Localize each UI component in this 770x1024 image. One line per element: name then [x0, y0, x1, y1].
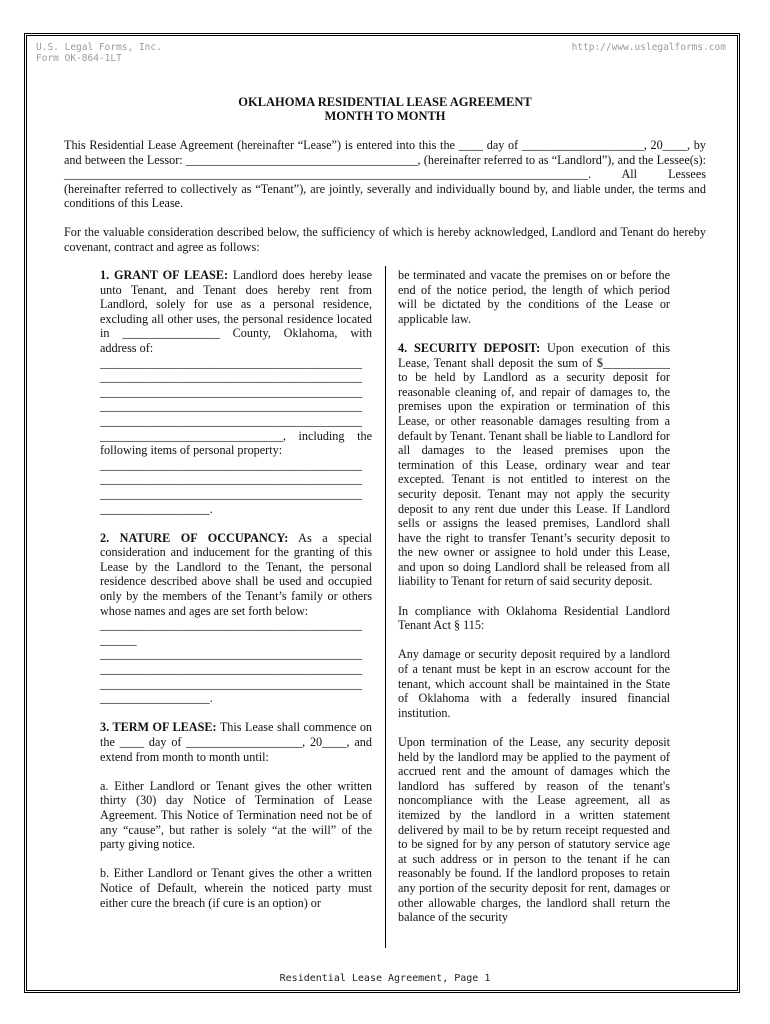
address-blank-line: ___________________________________________ [100, 384, 363, 399]
section-nature-of-occupancy [100, 531, 372, 619]
column-divider [385, 266, 386, 948]
property-blank-line: ___________________________________________ [100, 486, 363, 501]
consideration-paragraph: For the valuable consideration described below, the sufficiency of which is hereby acknowledged, Landlord and Tenant do hereby covenant, contract and agree as follows: [64, 224, 706, 254]
section-heading: 2. NATURE OF OCCUPANCY: [100, 530, 289, 545]
section-heading: 3. TERM OF LEASE: [100, 720, 217, 735]
section-heading: 1. GRANT OF LEASE: [100, 268, 229, 282]
form-id: Form OK-864-1LT [36, 53, 122, 64]
page-footer: Residential Lease Agreement, Page 1 [279, 973, 491, 984]
intro-paragraph: This Residential Lease Agreement (hereinafter “Lease”) is entered into this the ____ day of ____________________, 20____, by and between the Lessor: ______________________________________, (hereinafter referred to as “Landlord”), and the Lessee(s): ______________________________________________________________________________________. All Lessees (hereinafter referred to collectively as “Tenant”), are jointly, severally and individually bound by, and liable under, the terms and conditions of this Lease. [64, 138, 706, 211]
company-name: U.S. Legal Forms, Inc. [36, 42, 162, 53]
section-text: As a special consideration and inducement for the granting of this Lease by the Landlord to the Tenant, the personal residence described above shall be used and occupied only by the members of the Tenant’s family or others whose names and ages are set forth below: [100, 530, 373, 618]
section-text: Upon execution of this Lease, Tenant shall deposit the sum of $___________ to be held by Landlord as a security deposit for reasonable cleaning of, and repair of damages to, the premises upon the expiration or termination of this Lease, or other reasonable damages resulting from a default by Tenant. Tenant shall be liable to Landlord for all damages to the leased premises upon the termination of this Lease, ordinary wear and tear excepted. Tenant is not entitled to interest on the security deposit. Tenant may not apply the security deposit to any rent due under this Lease. If Landlord sells or assigns the leased premises, Landlord shall have the right to transfer Tenant’s security deposit to the new owner or assignee to hold under this Lease, and upon so doing Landlord shall be released from all liability to Tenant for return of said security deposit. [398, 340, 670, 589]
escrow-paragraph: Any damage or security deposit required by a landlord of a tenant must be kept in an escrow account for the tenant, which account shall be maintained in the State of Oklahoma with a federally insured financial institution. [398, 647, 670, 720]
section-grant-of-lease [100, 268, 372, 356]
property-blank-line: ___________________________________________ [100, 472, 363, 487]
right-column [398, 268, 670, 925]
section-heading: 4. SECURITY DEPOSIT: [398, 340, 541, 355]
section-text: Landlord does hereby lease unto Tenant, and Tenant does hereby rent from Landlord, solely for use as a personal residence, excluding all other uses, the personal residence located in ________________ County, Oklahoma, with address of: [100, 268, 373, 355]
termination-paragraph: Upon termination of the Lease, any security deposit held by the landlord may be applied to the payment of accrued rent and the amount of damages which the landlord has suffered by reason of the tenant's noncompliance with the Lease agreement, all as itemized by the landlord in a written statement delivered by mail to be by return receipt requested and to be signed for by any person of statutory service age at such address or in person to the tenant if he can reasonably be found. If the landlord proposes to retain any portion of the security deposit for rent, damages or other allowable charges, the landlord shall return the balance of the security [398, 735, 670, 925]
header-left [36, 42, 162, 64]
term-clause-b: b. Either Landlord or Tenant gives the other a written Notice of Default, wherein the noticed party must either cure the breach (if cure is an option) or [100, 866, 372, 910]
property-blank-end: __________________. [100, 501, 213, 516]
title-line-1: OKLAHOMA RESIDENTIAL LEASE AGREEMENT [238, 95, 532, 109]
occupant-blank-end: __________________. [100, 691, 213, 706]
occupant-blank-line: ___________________________________________ [100, 618, 363, 633]
compliance-paragraph: In compliance with Oklahoma Residential Landlord Tenant Act § 115: [398, 603, 670, 633]
term-clause-b-continued: be terminated and vacate the premises on or before the end of the notice period, the length of which period will be dictated by the conditions of the Lease or applicable law. [398, 268, 670, 326]
address-blank-line: ___________________________________________ [100, 355, 363, 370]
section-term-of-lease [100, 720, 372, 764]
left-column [100, 268, 372, 910]
intro-section [64, 138, 706, 254]
occupant-blank-line: ___________________________________________ [100, 676, 363, 691]
term-clause-a: a. Either Landlord or Tenant gives the other written thirty (30) day Notice of Termination of Lease Agreement. This Notice of Termination need not be of any “cause”, but rather is solely “at the will” of the party giving notice. [100, 778, 372, 852]
address-blank-line: ___________________________________________ [100, 399, 363, 414]
occupant-blank-line: ___________________________________________ [100, 647, 363, 662]
document-title [0, 95, 770, 123]
occupant-blank-line: ___________________________________________ [100, 662, 363, 677]
personal-property-intro: ______________________________, including the following items of personal property: [100, 428, 372, 458]
section-text: This Lease shall commence on the ____ day of ___________________, 20____, and extend from month to month until: [100, 720, 373, 764]
section-security-deposit [398, 341, 670, 589]
occupant-blank-line: ______ [100, 632, 137, 647]
property-blank-line: ___________________________________________ [100, 457, 363, 472]
title-line-2: MONTH TO MONTH [324, 109, 446, 123]
address-blank-line: ___________________________________________ [100, 370, 363, 385]
header-url[interactable]: http://www.uslegalforms.com [571, 42, 726, 53]
address-blank-line: ___________________________________________ [100, 413, 363, 428]
